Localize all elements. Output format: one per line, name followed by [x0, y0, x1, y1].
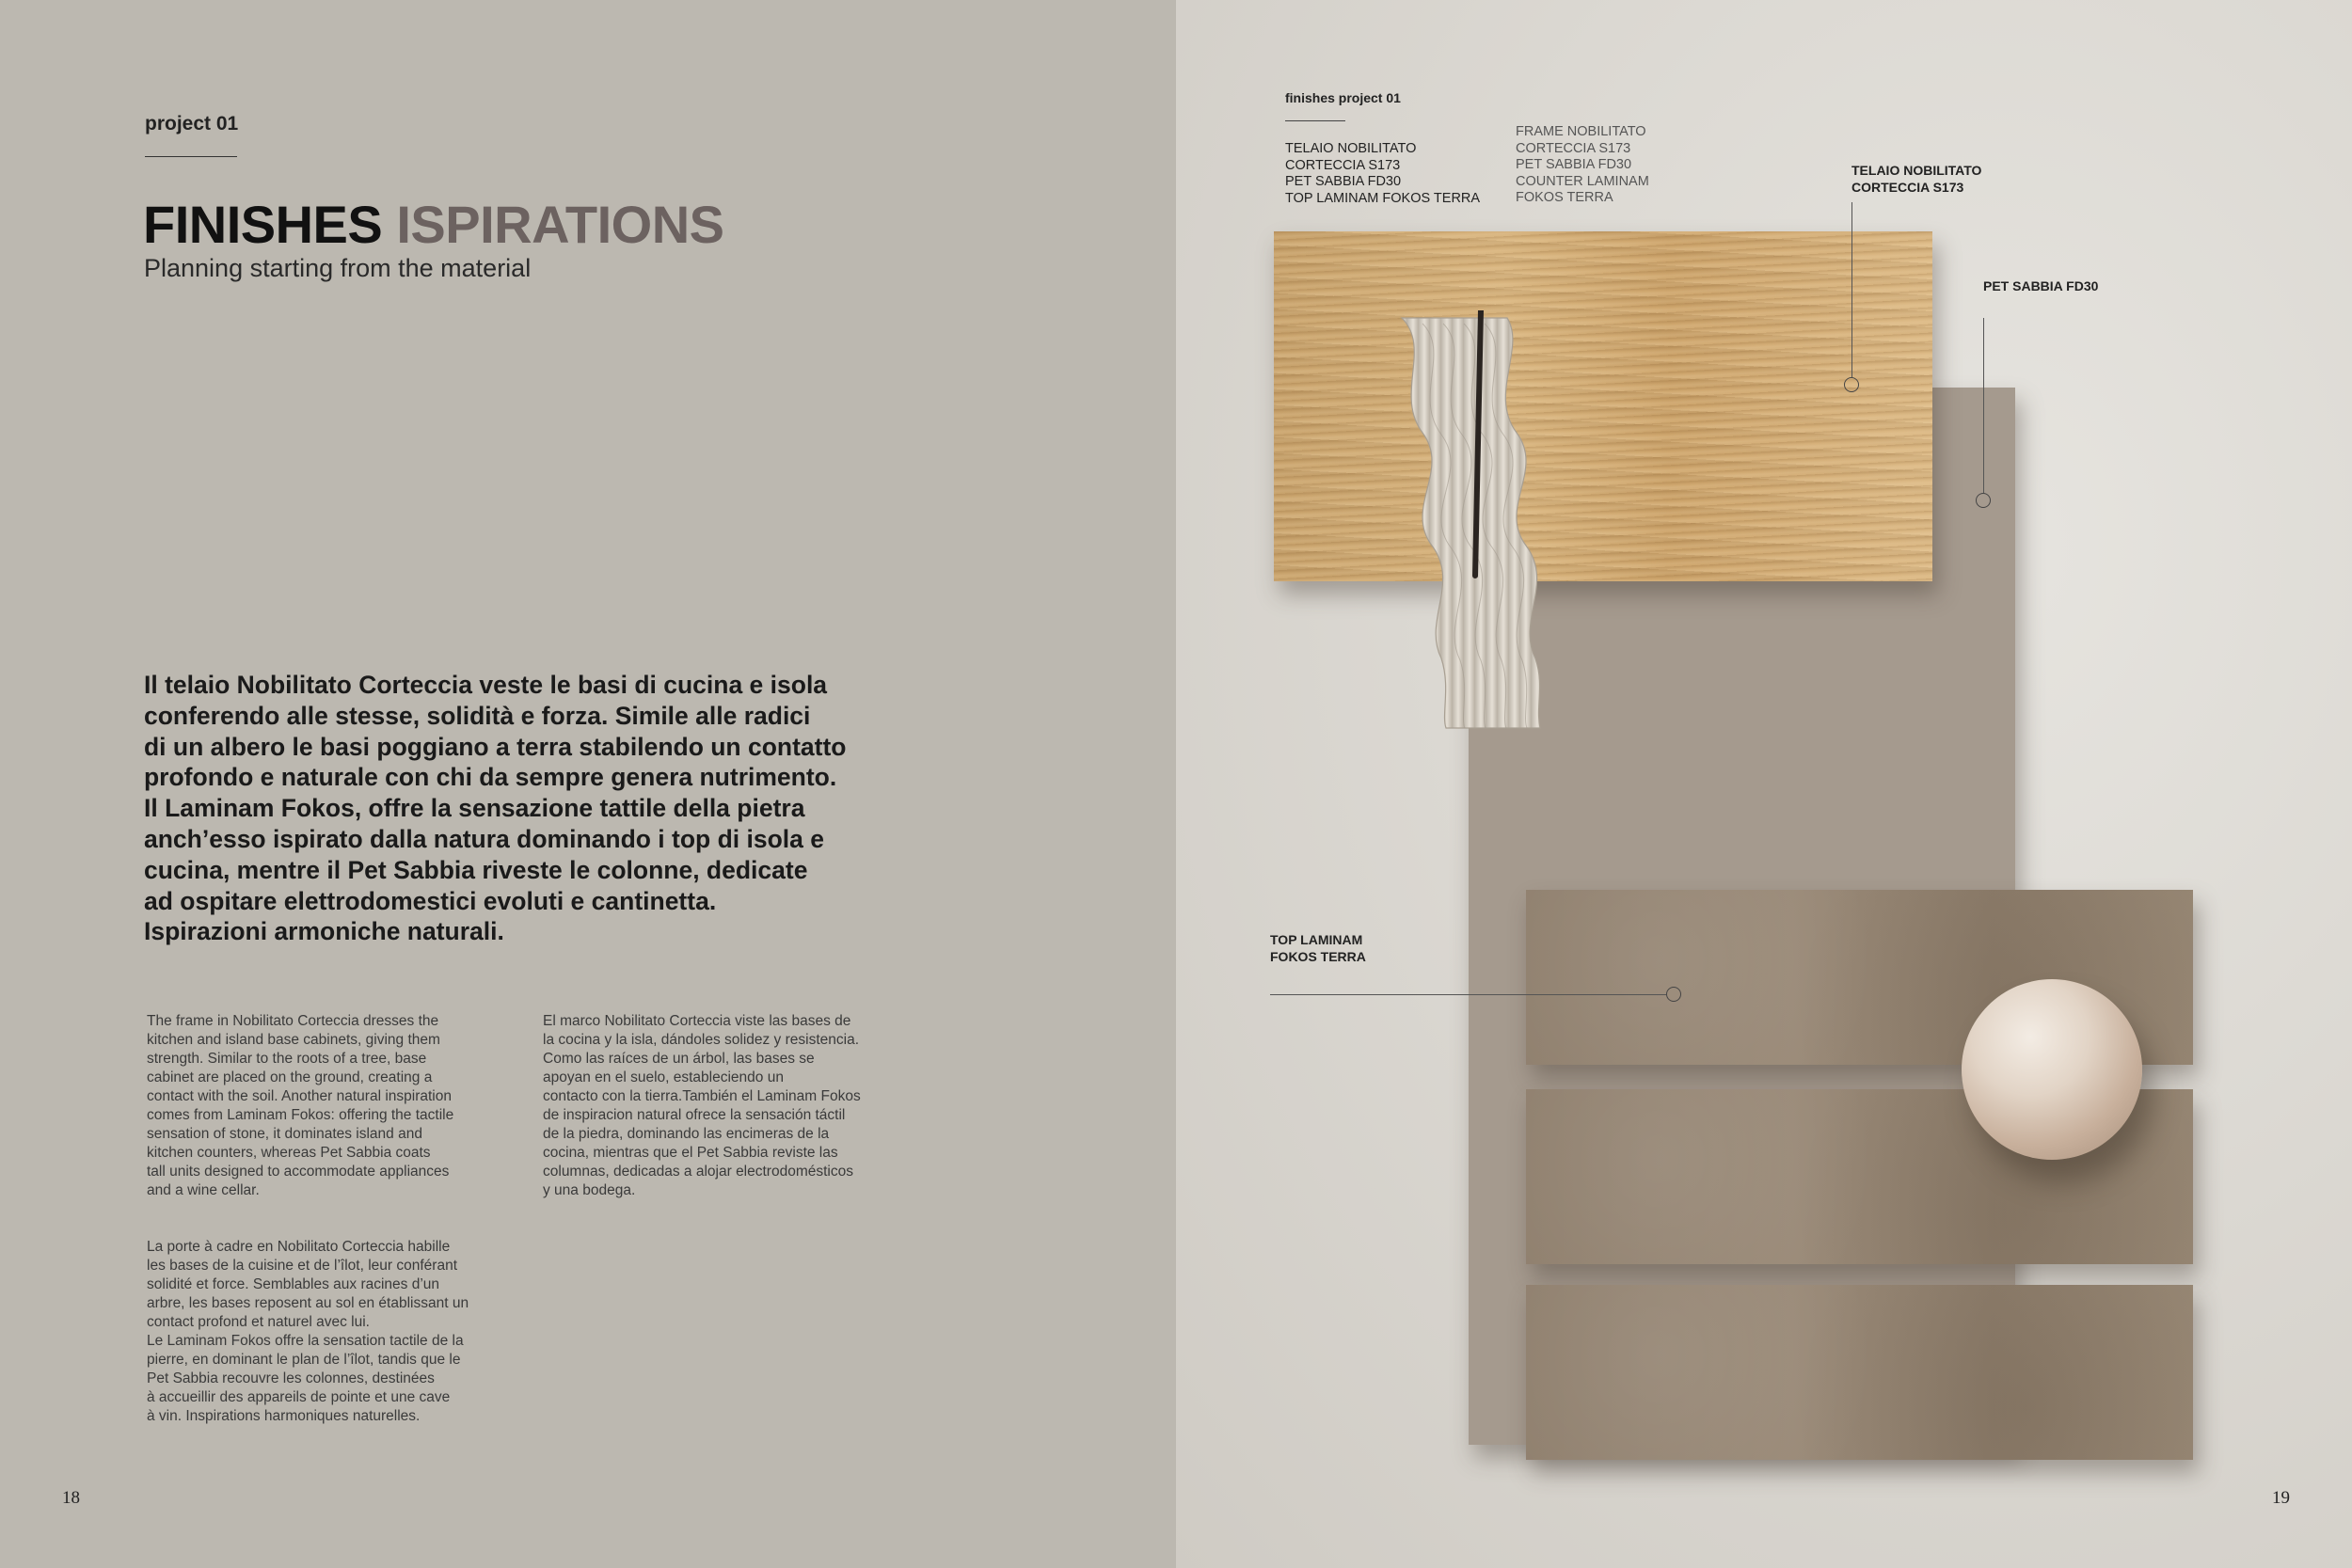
page-number-right: 19 — [2272, 1488, 2290, 1508]
incense-holder — [1385, 310, 1549, 732]
paragraph-spanish: El marco Nobilitato Corteccia viste las bases de la cocina y la isla, dándoles solidez y resistencia. Como las raíces de un árbol, las bases se apoyan en el suelo, estableciendo un contacto con la tierra.También el Laminam Fokos de inspiracion natural ofrece la sensación táctil de la piedra, dominando las encimeras de la cocina, mientras que el Pet Sabbia reviste las columnas, dedicadas a alojar electrodomésticos y una bodega. — [543, 1013, 861, 1198]
callout-top-laminam-marker — [1666, 987, 1681, 1002]
callout-telaio-marker — [1844, 377, 1859, 392]
page-subtitle: Planning starting from the material — [144, 254, 532, 282]
callout-pet-sabbia-marker — [1976, 493, 1991, 508]
callout-pet-sabbia: PET SABBIA FD30 — [1983, 278, 2099, 293]
callout-telaio: TELAIO NOBILITATO CORTECCIA S173 — [1851, 163, 1982, 195]
project-label: project 01 — [145, 113, 239, 135]
title-accent: ISPIRATIONS — [396, 195, 724, 254]
corteccia-wood-panel — [1274, 231, 1932, 581]
page-title — [143, 194, 724, 255]
lead-paragraph-italian: Il telaio Nobilitato Corteccia veste le basi di cucina e isola conferendo alle stesse, solidità e forza. Simile alle radici di un albero le basi poggiano a terra stabilendo un contatto profondo e naturale con chi da sempre genera nutrimento. Il Laminam Fokos, offre la sensazione tattile della pietra anch’esso ispirato dalla natura dominando i top di isola e cucina, mentre il Pet Sabbia riveste le colonne, dedicate ad ospitare elettrodomestici evoluti e cantinetta. Ispirazioni armoniche naturali. — [144, 671, 847, 946]
paragraph-english: The frame in Nobilitato Corteccia dresses the kitchen and island base cabinets, giving them strength. Similar to the roots of a tree, base cabinet are placed on the ground, creating a contact with the soil. Another natural inspiration comes from Laminam Fokos: offering the tactile sensation of stone, it dominates island and kitchen counters, whereas Pet Sabbia coats tall units designed to accommodate appliances and a wine cellar. — [147, 1013, 454, 1198]
callout-pet-sabbia-leader — [1983, 318, 1984, 493]
callout-telaio-leader — [1851, 202, 1852, 377]
fokos-terra-tile — [1526, 1285, 2193, 1460]
stone-sphere — [1962, 979, 2142, 1160]
callout-top-laminam: TOP LAMINAM FOKOS TERRA — [1270, 932, 1366, 964]
finishes-label-rule — [1285, 120, 1345, 121]
title-main: FINISHES — [143, 195, 383, 254]
finishes-list-italian: TELAIO NOBILITATO CORTECCIA S173 PET SABBIA FD30 TOP LAMINAM FOKOS TERRA — [1285, 141, 1481, 206]
page-number-left: 18 — [62, 1488, 80, 1508]
finishes-list-english: FRAME NOBILITATO CORTECCIA S173 PET SABBIA FD30 COUNTER LAMINAM FOKOS TERRA — [1516, 124, 1649, 206]
right-page — [1176, 0, 2352, 1568]
finishes-label: finishes project 01 — [1285, 90, 1401, 105]
project-label-rule — [145, 156, 237, 157]
callout-top-laminam-leader — [1270, 994, 1666, 995]
paragraph-french: La porte à cadre en Nobilitato Corteccia habille les bases de la cuisine et de l’îlot, leur conférant solidité et force. Semblables aux racines d’un arbre, les bases reposent au sol en établissant un contact profond et naturel avec lui. Le Laminam Fokos offre la sensation tactile de la pierre, en dominant le plan de l’îlot, tandis que le Pet Sabbia recouvre les colonnes, destinées à accueillir des appareils de pointe et une cave à vin. Inspirations harmoniques naturelles. — [147, 1239, 469, 1424]
